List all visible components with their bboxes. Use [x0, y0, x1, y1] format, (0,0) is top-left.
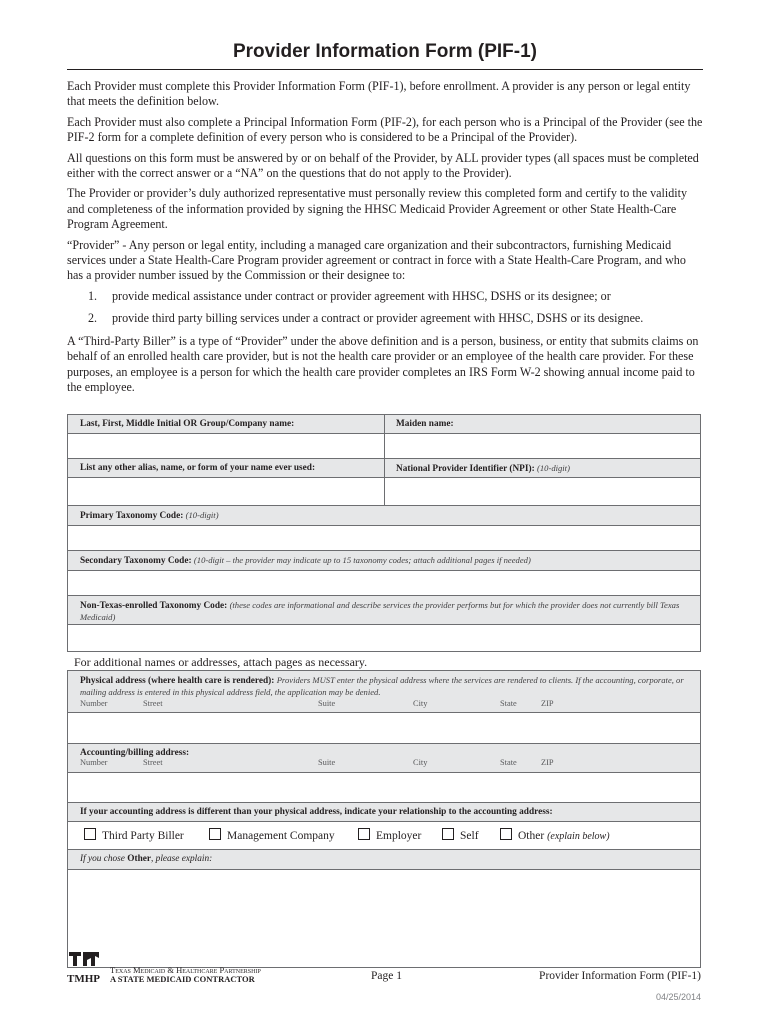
- list-item: [67, 289, 703, 304]
- checkbox[interactable]: [84, 828, 96, 840]
- logo-text: TMHP: [67, 973, 100, 985]
- name-label: Last, First, Middle Initial OR Group/Company name:: [68, 415, 384, 434]
- column-suite: Suite: [318, 699, 336, 708]
- intro-paragraph: All questions on this form must be answered by or on behalf of the Provider, by ALL provider types (all spaces must be completed either with the correct answer or a “NA” on the questions that do not apply to the Provider).: [67, 150, 699, 181]
- column-number: Number: [80, 699, 108, 708]
- name-field[interactable]: [68, 434, 384, 458]
- tmhp-logo: [67, 951, 101, 985]
- checkbox[interactable]: [500, 828, 512, 840]
- column-city: City: [413, 699, 428, 708]
- list-number: 2.: [88, 311, 98, 326]
- additional-pages-note: For additional names or addresses, attach pages as necessary.: [74, 655, 368, 669]
- revision-date: 04/25/2014: [655, 992, 701, 1002]
- option-management-company[interactable]: Management Company: [209, 828, 335, 842]
- npi-field[interactable]: [384, 478, 700, 505]
- page-title: Provider Information Form (PIF-1): [232, 41, 538, 62]
- option-other[interactable]: Other (explain below): [500, 828, 610, 842]
- intro-paragraph: The Provider or provider’s duly authorized representative must personally review this completed form and certify to the validity and completeness of the information provided by signing the HHSC Medicaid Provider Agreement or other State Health-Care Program Agreement.: [67, 186, 688, 232]
- option-third-party-biller[interactable]: Third Party Biller: [84, 828, 184, 842]
- physical-address-label: Physical address (where health care is rendered): Providers MUST enter the physical address where the services are rendered to clients. If the accounting, corporate, or mailing address is entered in this physical address field, the application may be denied.: [68, 671, 700, 713]
- address-table: [67, 670, 701, 968]
- physical-address-field[interactable]: [68, 713, 700, 743]
- maiden-name-field[interactable]: [384, 434, 700, 458]
- definition-list: [67, 289, 703, 327]
- contractor-tagline: A STATE MEDICAID CONTRACTOR: [110, 974, 255, 984]
- column-zip: ZIP: [541, 758, 554, 767]
- third-party-biller-definition: A “Third-Party Biller” is a type of “Provider” under the above definition and is a person, business, or entity that submits claims on behalf of an enrolled health care provider, but is not the health care provider or an employee of the health care provider. For these purposes, an employee is a person for which the health care provider completes an IRS Form W-2 showing annual income paid to the employee.: [67, 333, 699, 394]
- option-employer[interactable]: Employer: [358, 828, 421, 842]
- footer-form-name: Provider Information Form (PIF-1): [539, 970, 701, 982]
- non-texas-taxonomy-field[interactable]: [68, 625, 700, 651]
- billing-address-field[interactable]: [68, 773, 700, 802]
- npi-label: National Provider Identifier (NPI): (10-digit): [384, 458, 700, 478]
- tmhp-logo-icon: [67, 951, 101, 967]
- org-name: Texas Medicaid & Healthcare Partnership: [110, 965, 261, 975]
- intro-paragraph: Each Provider must complete this Provider Information Form (PIF-1), before enrollment. A provider is any person or legal entity that meets the definition below.: [67, 79, 691, 109]
- non-texas-taxonomy-label: Non-Texas-enrolled Taxonomy Code: (these codes are informational and describe services the provider performs but for which the provider does not currently bill Texas Medicaid): [68, 595, 700, 625]
- list-text: provide third party billing services under a contract or provider agreement with HHSC, DSHS or its designee.: [112, 311, 644, 326]
- intro-paragraph: Each Provider must also complete a Principal Information Form (PIF-2), for each person who is a Principal of the Provider (see the PIF-2 form for a complete definition of every person who is considered to be a Principal of the Provider).: [67, 114, 703, 145]
- secondary-taxonomy-label: Secondary Taxonomy Code: (10-digit – the provider may indicate up to 15 taxonomy codes; attach additional pages if needed): [68, 550, 700, 571]
- page-number: Page 1: [371, 970, 402, 982]
- title-divider: [67, 69, 703, 70]
- alias-field[interactable]: [68, 478, 384, 505]
- column-street: Street: [143, 699, 163, 708]
- column-suite: Suite: [318, 758, 336, 767]
- relationship-options: [68, 822, 700, 849]
- alias-label: List any other alias, name, or form of your name ever used:: [68, 458, 384, 478]
- column-city: City: [413, 758, 428, 767]
- primary-taxonomy-field[interactable]: [68, 526, 700, 550]
- explain-other-field[interactable]: [68, 870, 700, 967]
- checkbox[interactable]: [358, 828, 370, 840]
- provider-identification-table: [67, 414, 701, 652]
- column-zip: ZIP: [541, 699, 554, 708]
- instructions: [67, 79, 703, 400]
- column-divider: [384, 415, 385, 505]
- secondary-taxonomy-field[interactable]: [68, 571, 700, 595]
- maiden-name-label: Maiden name:: [384, 415, 700, 434]
- checkbox[interactable]: [442, 828, 454, 840]
- list-text: provide medical assistance under contract or provider agreement with HHSC, DSHS or its designee; or: [112, 288, 611, 303]
- column-state: State: [500, 758, 517, 767]
- explain-other-label: If you chose Other, please explain:: [68, 849, 700, 870]
- option-self[interactable]: Self: [442, 828, 479, 842]
- list-number: 1.: [88, 288, 98, 303]
- provider-definition: “Provider” - Any person or legal entity, including a managed care organization and their subcontractors, furnishing Medicaid services under a State Health-Care Program provider agreement or contract in force with a State Health-Care Program, and who has a provider number issued by the Commission or their designee to:: [67, 237, 686, 283]
- relationship-question: If your accounting address is different than your physical address, indicate your relationship to the accounting address:: [68, 802, 700, 822]
- billing-address-label: Accounting/billing address:: [68, 743, 700, 773]
- column-state: State: [500, 699, 517, 708]
- column-street: Street: [143, 758, 163, 767]
- checkbox[interactable]: [209, 828, 221, 840]
- list-item: [67, 311, 703, 326]
- column-number: Number: [80, 758, 108, 767]
- primary-taxonomy-label: Primary Taxonomy Code: (10-digit): [68, 505, 700, 526]
